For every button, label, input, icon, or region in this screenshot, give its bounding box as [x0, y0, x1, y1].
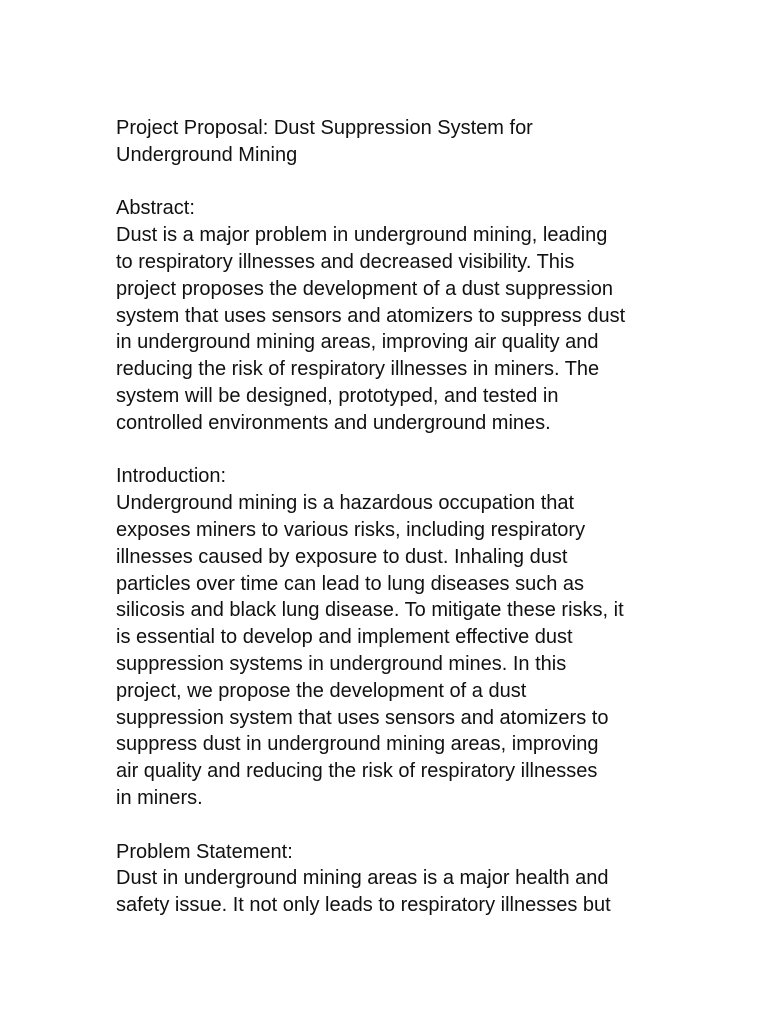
text-line: Dust is a major problem in underground mining, leading — [116, 224, 608, 247]
text-line: project proposes the development of a dust suppression — [116, 277, 613, 300]
title-line: Underground Mining — [116, 143, 298, 166]
text-line: project, we propose the development of a dust — [116, 679, 527, 702]
document-body — [116, 115, 661, 919]
text-line: particles over time can lead to lung diseases such as — [116, 572, 585, 595]
text-line: controlled environments and underground mines. — [116, 411, 551, 434]
text-line: silicosis and black lung disease. To mitigate these risks, it — [116, 599, 624, 622]
text-line: system will be designed, prototyped, and tested in — [116, 384, 559, 407]
section-heading: Problem Statement: — [116, 840, 293, 863]
text-line: reducing the risk of respiratory illnesses in miners. The — [116, 358, 600, 381]
text-line: in underground mining areas, improving air quality and — [116, 331, 599, 354]
text-line: suppress dust in underground mining areas, improving — [116, 733, 599, 756]
section-problem-statement — [116, 839, 661, 919]
text-line: system that uses sensors and atomizers to suppress dust — [116, 304, 626, 327]
text-line: is essential to develop and implement effective dust — [116, 626, 573, 649]
text-line: illnesses caused by exposure to dust. Inhaling dust — [116, 545, 568, 568]
document-title — [116, 115, 661, 169]
section-heading: Abstract: — [116, 197, 195, 220]
section-introduction — [116, 463, 661, 811]
section-heading: Introduction: — [116, 465, 227, 488]
text-line: exposes miners to various risks, including respiratory — [116, 518, 586, 541]
title-line: Project Proposal: Dust Suppression System for — [116, 117, 533, 139]
text-line: Underground mining is a hazardous occupation that — [116, 492, 575, 515]
text-line: safety issue. It not only leads to respiratory illnesses but — [116, 894, 611, 917]
section-abstract — [116, 195, 661, 436]
text-line: to respiratory illnesses and decreased visibility. This — [116, 250, 575, 273]
text-line: suppression system that uses sensors and atomizers to — [116, 706, 609, 729]
paragraph-gap — [116, 812, 661, 839]
text-line: suppression systems in underground mines. In this — [116, 652, 567, 675]
paragraph-gap — [116, 437, 661, 464]
text-line: air quality and reducing the risk of respiratory illnesses — [116, 760, 598, 783]
paragraph-gap — [116, 169, 661, 196]
text-line: Dust in underground mining areas is a major health and — [116, 867, 609, 890]
text-line: in miners. — [116, 786, 203, 809]
